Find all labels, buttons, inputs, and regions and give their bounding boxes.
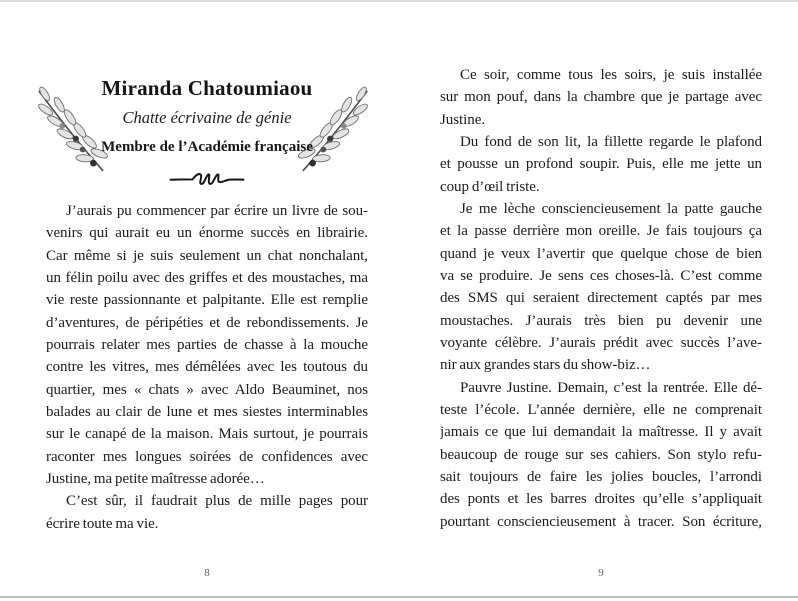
text-line: et pousse un profond soupir. Puis, elle me jette un (440, 156, 762, 173)
text-line: moustaches. J’aurais très bien pu devenir une (440, 312, 762, 329)
text-line: sait toujours de faire les jolies boucles, l’arrondi (440, 468, 762, 485)
text-line: des SMS qui seraient directement captés par mes (440, 290, 762, 307)
text-line: va se produire. Je sens ces choses-là. C’est comme (440, 267, 762, 284)
text-line: quand je veux l’avertir que quelque chose de bien (440, 245, 762, 262)
text-line: Du fond de son lit, la fillette regarde le plafond (460, 133, 762, 150)
text-line: et la passe derrière mon oreille. Je fais toujours ça (440, 223, 762, 240)
text-line: d’aventures, de péripéties et de rebondissements. Je (46, 314, 368, 331)
text-line: un félin poilu avec des griffes et des moustaches, ma (46, 269, 368, 286)
text-line: pourtant consciencieusement à tracer. Son écriture, (440, 513, 762, 530)
text-line: Car même si je suis seulement un chat nonchalant, (46, 247, 368, 264)
paragraph (46, 200, 368, 490)
text-line: raconter mes longues soirées de confidences avec (46, 448, 368, 465)
text-line: beaucoup de rouge sur ses cahiers. Son stylo refu- (440, 446, 762, 463)
text-line: venirs qui aurait eu un énorme succès en librairie. (46, 225, 368, 242)
rope-twist-divider-icon (169, 169, 245, 189)
paragraph (440, 198, 762, 377)
text-line: teste l’école. L’année dernière, elle ne comprenait (440, 401, 762, 418)
right-page-body (440, 64, 762, 533)
text-line: Justine, ma petite maîtresse adorée… (46, 470, 265, 487)
author-name: Miranda Chatoumiaou (101, 76, 313, 100)
author-affiliation: Membre de l’Académie française (101, 139, 313, 155)
text-line: contre les vitres, mes démêlées avec les toutous du (46, 359, 368, 376)
text-line: J’aurais pu commencer par écrire un livre de sou- (66, 203, 368, 219)
text-line: jamais ce que lui demandait la maîtresse. Il y avait (440, 424, 762, 441)
text-line: vie reste passionnante et palpitante. Elle est remplie (46, 292, 368, 309)
text-line: Justine. (440, 111, 486, 128)
page-number-right: 9 (598, 567, 604, 579)
section-divider (46, 169, 368, 189)
text-line: Je me lèche consciencieusement la patte gauche (460, 200, 762, 217)
text-line: nir aux grandes stars du show-biz… (440, 357, 651, 374)
text-line: coup d’œil triste. (440, 178, 540, 195)
page-number-left: 8 (204, 567, 210, 579)
left-page-body (46, 200, 368, 535)
paragraph (440, 377, 762, 533)
text-line: quartier, mes « chats » avec Aldo Beauminet, nos (46, 381, 368, 398)
book-page-left (46, 0, 368, 601)
text-line: sur mon pouf, dans la chambre que je partage avec (440, 89, 762, 106)
text-line: écrire toute ma vie. (46, 515, 159, 532)
paragraph (46, 490, 368, 535)
paragraph (440, 64, 762, 131)
text-line: C’est sûr, il faudrait plus de mille pages pour (66, 493, 368, 510)
text-line: Pauvre Justine. Demain, c’est la rentrée. Elle dé- (460, 379, 762, 396)
book-page-right (440, 0, 762, 601)
text-line: sur le canapé de la maison. Mais surtout, je pourrais (46, 426, 368, 443)
author-subtitle: Chatte écrivaine de génie (122, 108, 292, 127)
text-line: voyante célèbre. J’aurais prédit avec succès l’ave- (440, 334, 762, 351)
paragraph (440, 131, 762, 198)
text-line: des ponts et les barres droites qu’elle s’appliquait (440, 491, 762, 508)
text-line: Ce soir, comme tous les soirs, je suis installée (460, 67, 762, 83)
text-line: pourrais relater mes parties de chasse à la mouche (46, 336, 368, 353)
text-line: balades au clair de lune et mes siestes interminables (46, 403, 368, 420)
